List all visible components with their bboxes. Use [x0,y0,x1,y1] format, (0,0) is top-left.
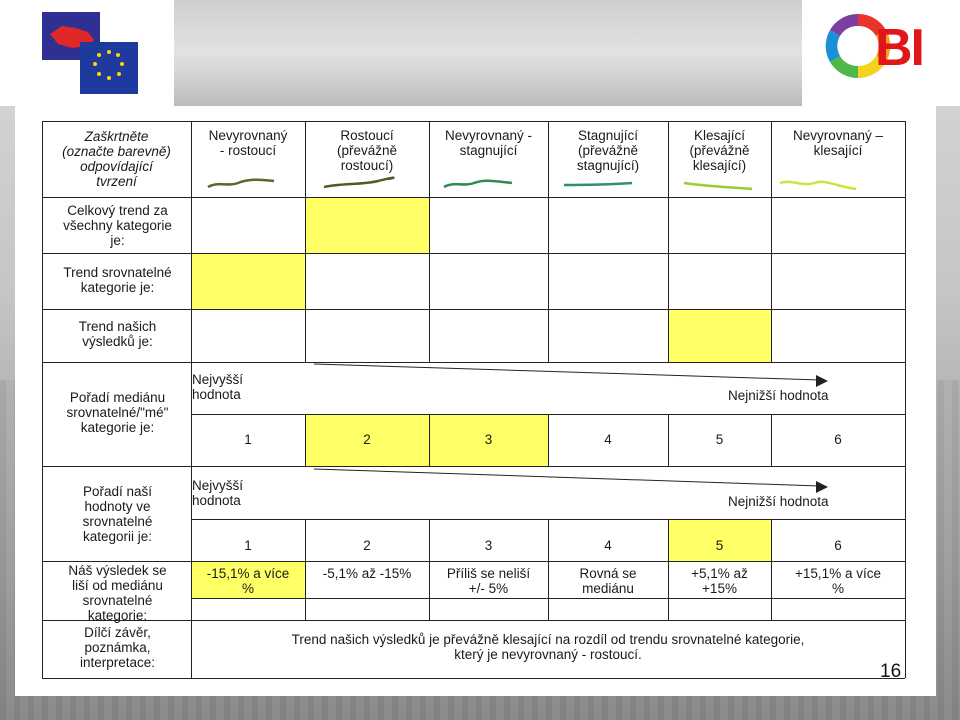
rank-arrow-line-2 [314,469,820,486]
header-trend-4: Stagnující (převážně stagnující) [576,128,640,173]
rank-value-1-1: 1 [244,432,252,447]
header-trend-3: Nevyrovnaný - stagnující [444,128,533,158]
rank-arrow-line-1 [314,364,820,380]
header-photo [174,0,802,106]
arrow-highest-label-2: Nejvyšší hodnota [192,478,244,508]
diff-value-5: +5,1% až +15% [691,566,748,596]
arrow-highest-label-1: Nejvyšší hodnota [192,372,244,402]
trend-line-6 [780,182,856,189]
row-label-overall: Celkový trend za všechny kategorie je: [63,203,172,248]
diff-value-4: Rovná se mediánu [579,566,637,596]
conclusion-text: Trend našich výsledků je převážně klesající na rozdíl od trendu srovnatelné kategorie, který je nevyrovnaný - rostoucí. [291,632,805,662]
row-label-our-rank: Pořadí naší hodnoty ve srovnatelné kategorii je: [82,484,153,544]
bi-logo-text: BI [875,19,923,77]
rank-value-1-4: 4 [604,432,612,447]
trend-line-1 [208,180,274,187]
trend-line-3 [444,181,512,187]
diff-value-3: Příliš se neliší +/- 5% [446,566,531,596]
arrow-lowest-label-1: Nejnižší hodnota [728,388,829,403]
rank-arrow-head-icon-2 [816,481,828,493]
row-label-comparable: Trend srovnatelné kategorie je: [63,265,172,295]
rank-value-2-6: 6 [834,538,842,553]
rank-arrow-head-icon-1 [816,375,828,387]
page-number: 16 [880,661,902,682]
rank-value-2-1: 1 [244,538,252,553]
rank-value-1-6: 6 [834,432,842,447]
row-label-diff: Náš výsledek se liší od mediánu srovnatelné kategorie: [68,563,167,623]
diff-value-1: -15,1% a více % [206,566,290,596]
trend-line-5 [684,183,752,189]
rank-value-1-5: 5 [715,432,724,447]
header-trend-1: Nevyrovnaný - rostoucí [208,128,288,158]
trend-line-4 [564,183,632,185]
rank-value-2-2: 2 [363,538,371,553]
rank-value-1-3: 3 [484,432,493,447]
header-trend-6: Nevyrovnaný – klesající [792,128,884,158]
diff-value-6: +15,1% a více % [795,566,881,596]
rank-value-2-3: 3 [484,538,493,553]
header-instructions: Zaškrtněte (označte barevně) odpovídající tvrzení [62,129,171,189]
arrow-lowest-label-2: Nejnižší hodnota [728,494,829,509]
cz-eu-flags-logo [42,12,138,94]
rank-value-1-2: 2 [363,432,371,447]
rank-value-2-4: 4 [604,538,612,553]
header-trend-5: Klesající (převážně klesající) [689,128,750,173]
rank-value-2-5: 5 [715,538,724,553]
row-label-conclusion: Dílčí závěr, poznámka, interpretace: [79,625,156,670]
trend-line-2 [324,178,393,187]
header-trend-2: Rostoucí (převážně rostoucí) [336,128,398,173]
row-label-median-rank: Pořadí mediánu srovnatelné/"mé" kategorie je: [66,390,169,435]
diff-value-2: -5,1% až -15% [322,566,412,581]
row-label-ours: Trend našich výsledků je: [78,319,157,349]
